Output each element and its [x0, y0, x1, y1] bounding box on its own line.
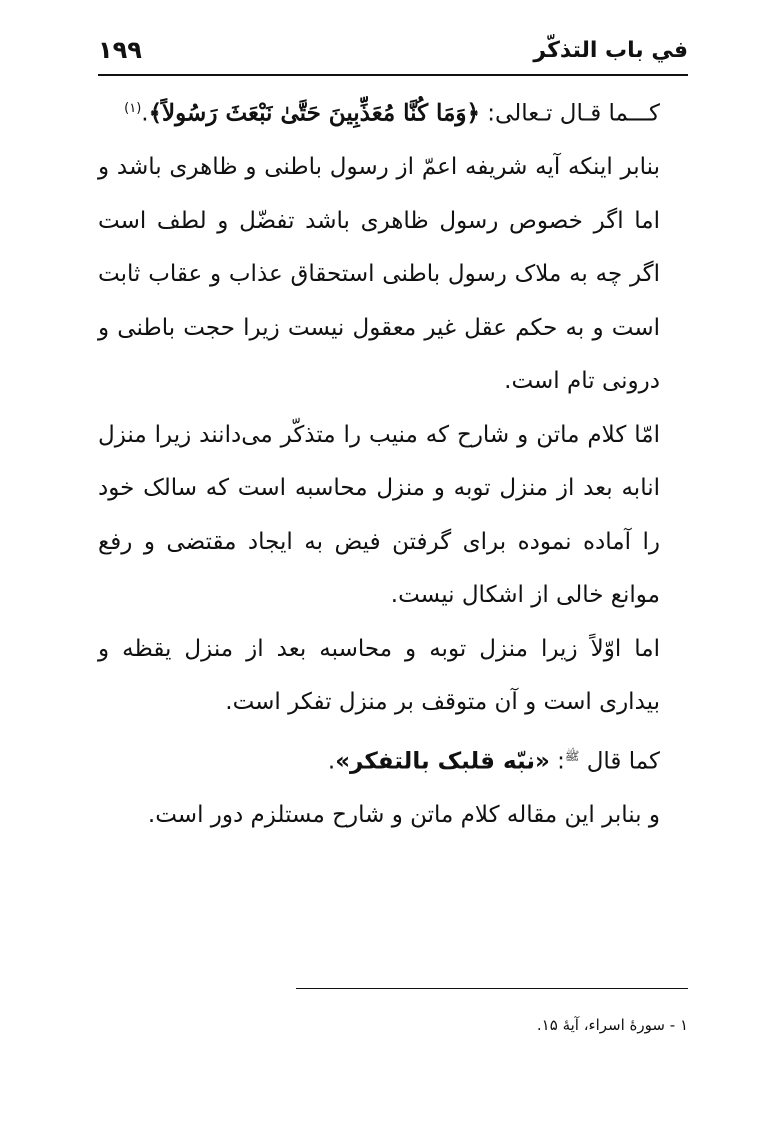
- hadith-quote: «نبّه قلبک بالتفکر»: [335, 748, 550, 775]
- footnote: ۱ - سورهٔ اسراء، آیهٔ ۱۵.: [536, 1016, 688, 1034]
- chapter-title: في باب التذكّر: [533, 38, 688, 63]
- footnote-marker: (۱): [124, 101, 142, 116]
- salawat-symbol: ﷺ: [564, 748, 580, 763]
- quran-verse: ﴿وَمَا كُنَّا مُعَذِّبِينَ حَتَّىٰ نَبْعَثَ رَسُولاً﴾: [148, 99, 480, 127]
- paragraph-2: بنابر اینکه آیه شریفه اعمّ از رسول باطنی و ظاهری باشد و اما اگر خصوص رسول ظاهری باشد تفضّل و لطف است اگر چه به ملاک رسول باطنی استحقاق عذاب و عقاب ثابت است و به حکم عقل غیر معقول نیست زیرا حجت باطنی و درونی تام است.: [98, 154, 660, 395]
- paragraph-4: اما اوّلاً زیرا منزل توبه و محاسبه بعد از منزل یقظه و بیداری است و آن متوقف بر منزل تفکر است.: [98, 635, 660, 716]
- hadith-intro: کما قال: [579, 748, 660, 775]
- footnote-divider: [296, 988, 688, 989]
- running-header: [98, 30, 688, 76]
- hadith-colon: :: [549, 748, 565, 775]
- paragraph-quran-citation: [98, 82, 688, 141]
- citation-intro: كـــما قـال تـعالی:: [479, 100, 660, 127]
- paragraph-3: امّا کلام ماتن و شارح که منیب را متذکّر می‌دانند زیرا منزل انابه بعد از منزل توبه و منزل محاسبه است که سالک خود را آماده نموده برای گرفتن فیض به ایجاد مقتضی و رفع موانع خالی از اشکال نیست.: [98, 421, 660, 609]
- paragraph-hadith: [98, 730, 688, 789]
- hadith-end: .: [327, 748, 336, 775]
- citation-end: .: [141, 100, 149, 127]
- paragraph-6: و بنابر این مقاله کلام ماتن و شارح مستلزم دور است.: [147, 801, 660, 828]
- page-number: ۱۹۹: [98, 36, 142, 64]
- book-page: [98, 30, 688, 1090]
- main-text: [98, 82, 688, 842]
